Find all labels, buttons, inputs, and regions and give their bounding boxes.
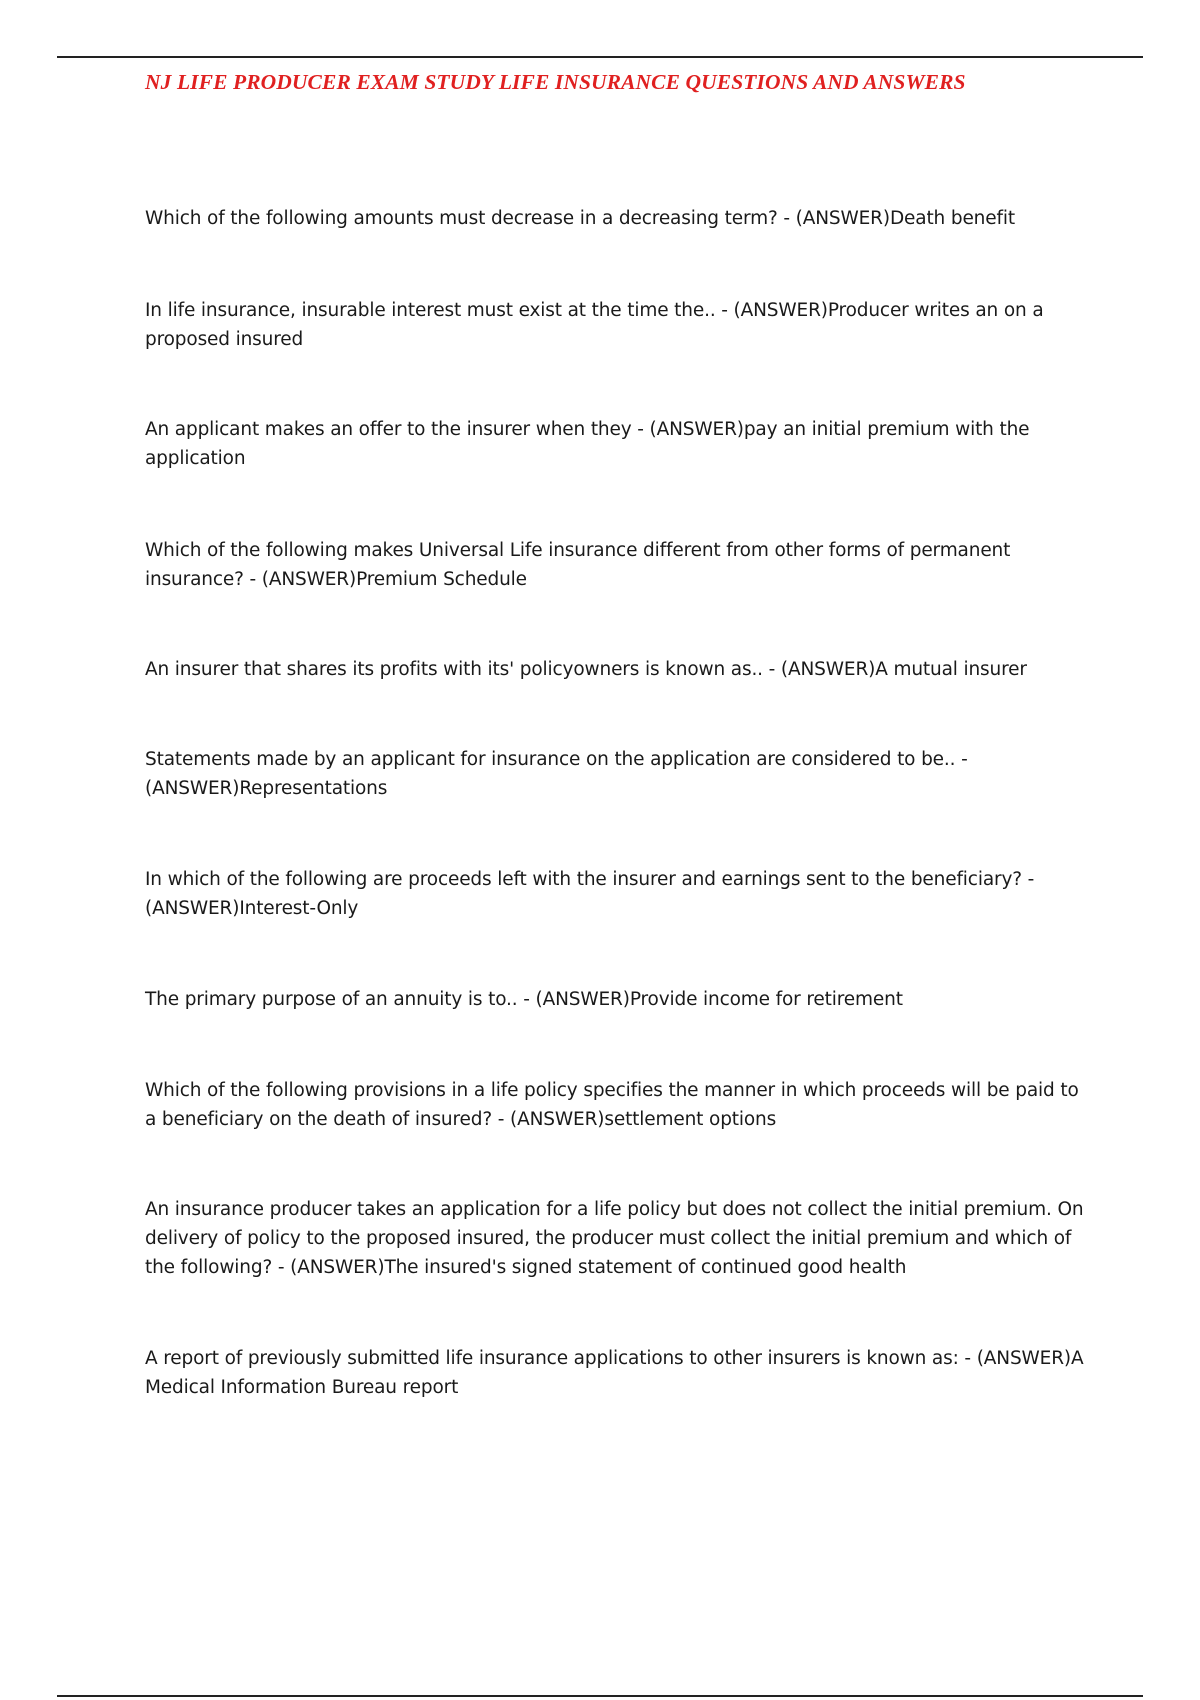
answer-separator: - (ANSWER) xyxy=(145,749,968,799)
answer-separator: - (ANSWER) xyxy=(958,1348,1071,1369)
qa-item xyxy=(145,1344,1095,1402)
answer-text: Premium Schedule xyxy=(356,569,527,590)
answer-separator: - (ANSWER) xyxy=(715,300,828,321)
answer-text: The insured's signed statement of continued good health xyxy=(384,1257,907,1278)
qa-item xyxy=(145,745,1095,803)
question-text: A report of previously submitted life insurance applications to other insurers is known as: xyxy=(145,1348,959,1369)
question-text: In life insurance, insurable interest must exist at the time the.. xyxy=(145,300,716,321)
question-text: Which of the following amounts must decrease in a decreasing term? xyxy=(145,208,778,229)
answer-separator: - (ANSWER) xyxy=(145,869,1035,919)
answer-text: pay an initial premium with the application xyxy=(145,419,1030,469)
qa-item xyxy=(145,536,1095,594)
answer-separator: - (ANSWER) xyxy=(492,1109,605,1130)
bottom-divider xyxy=(57,1695,1143,1697)
answer-separator: - (ANSWER) xyxy=(517,989,630,1010)
question-text: An applicant makes an offer to the insurer when they xyxy=(145,419,632,440)
answer-separator: - (ANSWER) xyxy=(762,659,876,680)
qa-item xyxy=(145,865,1095,923)
answer-separator: - (ANSWER) xyxy=(243,569,357,590)
answer-text: settlement options xyxy=(604,1109,777,1130)
answer-text: Death benefit xyxy=(889,208,1015,229)
qa-item xyxy=(145,1195,1095,1282)
qa-item xyxy=(145,204,1095,233)
qa-item xyxy=(145,296,1095,354)
question-text: An insurer that shares its profits with its' policyowners is known as.. xyxy=(145,659,763,680)
answer-text: Interest-Only xyxy=(239,898,359,919)
answer-text: A Medical Information Bureau report xyxy=(145,1348,1084,1398)
answer-separator: - (ANSWER) xyxy=(272,1257,385,1278)
top-divider xyxy=(57,56,1143,58)
qa-item xyxy=(145,985,1095,1014)
question-text: In which of the following are proceeds left with the insurer and earnings sent to the beneficiary? xyxy=(145,869,1022,890)
answer-text: Representations xyxy=(239,778,388,799)
qa-item xyxy=(145,415,1095,473)
question-text: Which of the following provisions in a life policy specifies the manner in which proceeds will be paid to a beneficiary on the death of insured? xyxy=(145,1080,1079,1130)
question-text: An insurance producer takes an application for a life policy but does not collect the initial premium. On delivery of policy to the proposed insured, the producer must collect the initial premium and which of the following? xyxy=(145,1199,1084,1278)
answer-separator: - (ANSWER) xyxy=(631,419,744,440)
question-text: Which of the following makes Universal Life insurance different from other forms of permanent insurance? xyxy=(145,540,1011,590)
question-text: Statements made by an applicant for insurance on the application are considered to be.. xyxy=(145,749,956,770)
answer-text: Producer writes an on a proposed insured xyxy=(145,300,1044,350)
answer-text: A mutual insurer xyxy=(875,659,1027,680)
qa-item xyxy=(145,655,1095,684)
document-title: NJ LIFE PRODUCER EXAM STUDY LIFE INSURANCE QUESTIONS AND ANSWERS xyxy=(145,70,966,94)
question-text: The primary purpose of an annuity is to.. xyxy=(145,989,518,1010)
answer-text: Provide income for retirement xyxy=(629,989,903,1010)
answer-separator: - (ANSWER) xyxy=(777,208,890,229)
qa-item xyxy=(145,1076,1095,1134)
